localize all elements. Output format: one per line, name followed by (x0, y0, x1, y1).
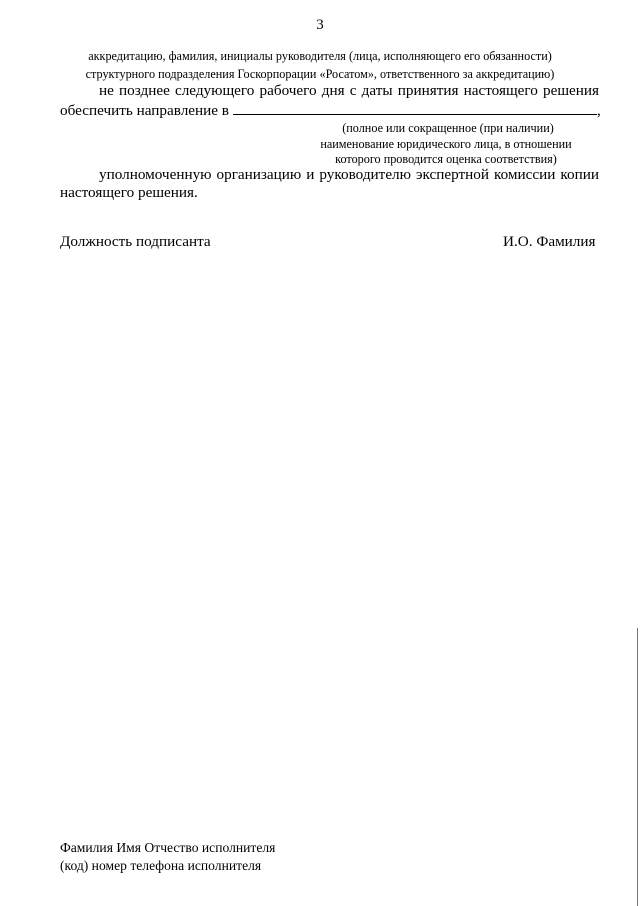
signatory-position: Должность подписанта (60, 233, 211, 250)
hint-line-3: которого проводится оценка соответствия) (335, 152, 557, 166)
hint-line-1: (полное или сокращенное (при наличии) (342, 121, 554, 135)
executor-phone: (код) номер телефона исполнителя (60, 858, 262, 873)
paragraph-1-line-2 (60, 100, 601, 120)
scan-edge-line (637, 628, 638, 906)
paragraph-2-line-2: настоящего решения. (60, 184, 198, 201)
continuation-line-1: аккредитацию, фамилия, инициалы руководителя (лица, исполняющего его обязанности) (88, 49, 552, 63)
executor-name: Фамилия Имя Отчество исполнителя (60, 840, 276, 855)
paragraph-1-suffix: , (596, 102, 601, 119)
continuation-line-2: структурного подразделения Госкорпорации «Росатом», ответственного за аккредитацию) (85, 67, 555, 81)
paragraph-1-line-1: не позднее следующего рабочего дня с даты принятия настоящего решения (99, 82, 599, 99)
paragraph-2-line-1: уполномоченную организацию и руководителю экспертной комиссии копии (99, 166, 599, 183)
signatory-name: И.О. Фамилия (503, 233, 596, 250)
paragraph-1-prefix: обеспечить направление в (60, 102, 229, 119)
hint-line-2: наименование юридического лица, в отношении (320, 137, 572, 151)
organization-blank-line (233, 100, 597, 115)
page-number: 3 (316, 17, 324, 33)
